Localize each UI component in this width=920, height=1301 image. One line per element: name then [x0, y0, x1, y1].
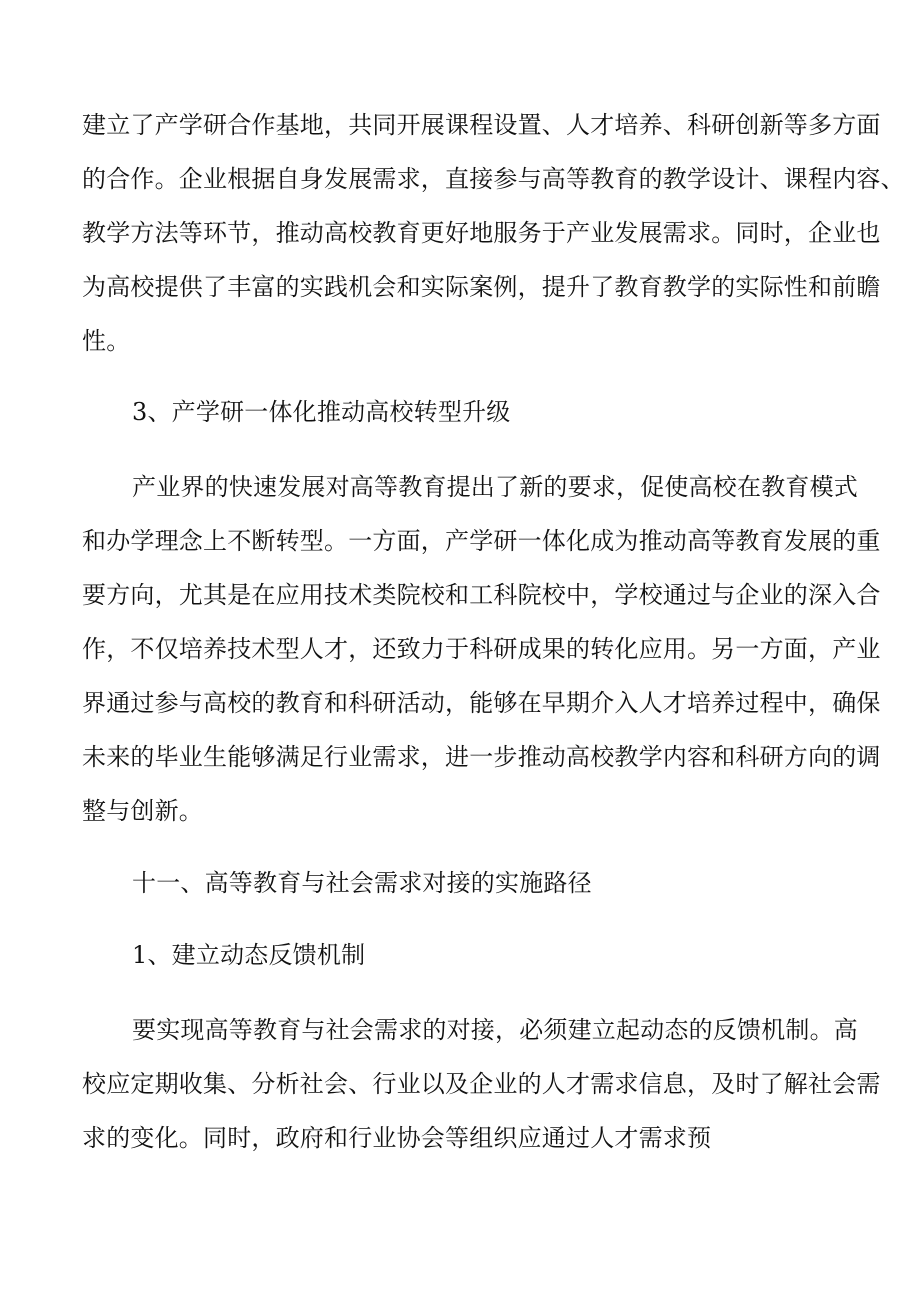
paragraph-3-line-3: 求的变化。同时，政府和行业协会等组织应通过人才需求预 [82, 1124, 712, 1152]
paragraph-1-line-4: 为高校提供了丰富的实践机会和实际案例，提升了教育教学的实际性和前瞻 [82, 273, 881, 301]
paragraph-1-line-3: 教学方法等环节，推动高校教育更好地服务于产业发展需求。同时，企业也 [82, 219, 881, 247]
paragraph-1-line-1: 建立了产学研合作基地，共同开展课程设置、人才培养、科研创新等多方面 [82, 111, 881, 139]
paragraph-2-line-6: 未来的毕业生能够满足行业需求，进一步推动高校教学内容和科研方向的调 [82, 743, 881, 771]
section-heading-11: 十一、高等教育与社会需求对接的实施路径 [132, 869, 592, 897]
subsection-heading-1: 1、建立动态反馈机制 [132, 941, 366, 969]
paragraph-3-line-1: 要实现高等教育与社会需求的对接，必须建立起动态的反馈机制。高 [132, 1016, 858, 1044]
paragraph-2-line-7: 整与创新。 [82, 797, 203, 825]
paragraph-1-line-2: 的合作。企业根据自身发展需求，直接参与高等教育的教学设计、课程内容、 [82, 165, 905, 193]
paragraph-2-line-4: 作，不仅培养技术型人才，还致力于科研成果的转化应用。另一方面，产业 [82, 635, 881, 663]
paragraph-2-line-1: 产业界的快速发展对高等教育提出了新的要求，促使高校在教育模式 [132, 473, 858, 501]
paragraph-1-line-5: 性。 [82, 327, 131, 355]
paragraph-2-line-2: 和办学理念上不断转型。一方面，产学研一体化成为推动高等教育发展的重 [82, 527, 881, 555]
subsection-heading-3: 3、产学研一体化推动高校转型升级 [132, 398, 511, 426]
paragraph-3-line-2: 校应定期收集、分析社会、行业以及企业的人才需求信息，及时了解社会需 [82, 1070, 881, 1098]
paragraph-2-line-3: 要方向，尤其是在应用技术类院校和工科院校中，学校通过与企业的深入合 [82, 581, 881, 609]
paragraph-2-line-5: 界通过参与高校的教育和科研活动，能够在早期介入人才培养过程中，确保 [82, 689, 881, 717]
